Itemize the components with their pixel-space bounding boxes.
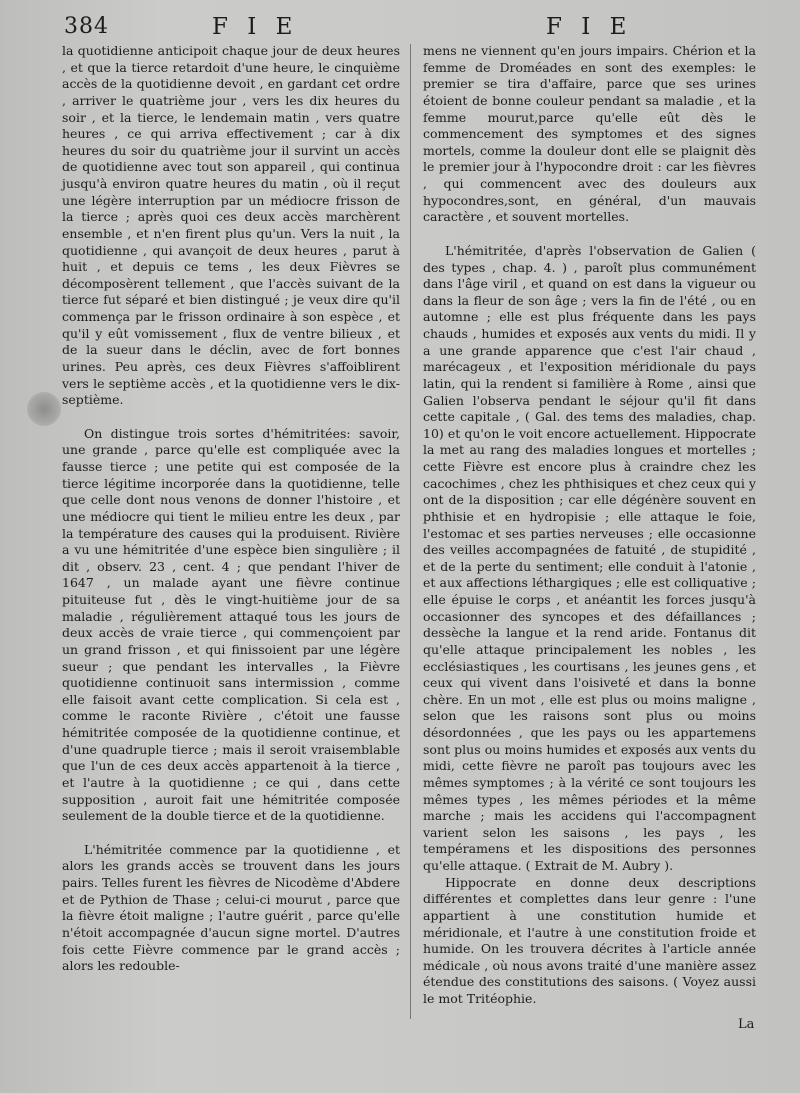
running-head-right: F I E (546, 14, 633, 40)
paragraph: On distingue trois sortes d'hémitritées: savoir, une grande , parce qu'elle est compliquée avec la fausse tierce ; une petite qui est composée de la tierce légitime incorporée dans la quotidienne, telle que celle dont nous venons de donner l'histoire , et une médiocre qui tient le milieu entre les deux , par la température des causes qui la produisent. Rivière a vu une hémitritée d'une espèce bien singulière ; il dit , observ. 23 , cent. 4 ; que pendant l'hiver de 1647 , un malade ayant une fièvre continue pituiteuse fut , dès le vingt-huitième jour de sa maladie , régulièrement attaqué tous les jours de deux accès de vraie tierce , qui commençoient par un grand frisson , et qui finissoient par une légère sueur ; que pendant les intervalles , la Fièvre quotidienne continuoit sans intermission , comme elle faisoit avant cette complication. Si cela est , comme le raconte Rivière , c'étoit une fausse hémitritée composée de la quotidienne continue, et d'une quadruple tierce ; mais il seroit vraisemblable que l'un de ces deux accès appartenoit à la tierce , et l'autre à la quotidienne ; ce qui , dans cette supposition , auroit fait une hémitritée composée seulement de la double tierce et de la quotidienne. (62, 425, 400, 824)
paragraph: L'hémitritée commence par la quotidienne , et alors les grands accès se trouvent dans les jours pairs. Telles furent les fièvres de Nicodème d'Abdere et de Pythion de Thase ; celui-ci mourut , parce que la fièvre étoit maligne ; l'autre guérit , parce qu'elle n'étoit accompagnée d'aucun signe mortel. D'autres fois cette Fièvre commence par le grand accès ; alors les redouble- (62, 841, 400, 974)
page-header (0, 12, 800, 46)
left-column (62, 43, 400, 975)
paragraph: Hippocrate en donne deux descriptions différentes et complettes dans leur genre : l'une appartient à une constitution humide et méridionale, et l'autre à une constitution froide et humide. On les trouvera décrites à l'article année médicale , où nous avons traité d'une manière assez étendue des constitutions des saisons. ( Voyez aussi le mot Tritéophie. (423, 874, 756, 1006)
running-head-left: F I E (212, 14, 299, 40)
column-divider (410, 44, 411, 1019)
ink-stain (27, 392, 61, 426)
paragraph: L'hémitritée, d'après l'observation de Galien ( des types , chap. 4. ) , paroît plus communément dans l'âge viril , et quand on est dans la vigueur ou dans la fleur de son âge ; vers la fin de l'été , ou en automne ; elle est plus fréquente dans les pays chauds , humides et exposés aux vents du midi. Il y a une grande apparence que c'est l'air chaud , marécageux , et l'exposition méridionale du pays latin, qui la rendent si familière à Rome , ainsi que Galien l'observa pendant le séjour qu'il fit dans cette capitale , ( Gal. des tems des maladies, chap. 10) et qu'on le voit encore actuellement. Hippocrate la met au rang des maladies longues et mortelles ; cette Fièvre est encore plus à craindre chez les cacochimes , chez les phthisiques et chez ceux qui y ont de la disposition ; car elle dégénère souvent en phthisie et en hydropisie ; elle attaque le foie, l'estomac et ses parties nerveuses ; elle occasionne des veilles accompagnées de fatuité , de stupidité , et de la perte du sentiment; elle conduit à l'atonie , et aux affections léthargiques ; elle est colliquative ; elle épuise le corps , et anéantit les forces jusqu'à occasionner des syncopes et des défaillances ; dessèche la langue et la rend aride. Fontanus dit qu'elle attaque principalement les nobles , les ecclésiastiques , les courtisans , les jeunes gens , et ceux qui vivent dans l'oisiveté et dans la bonne chère. En un mot , elle est plus ou moins maligne , selon que les raisons sont plus ou moins désordonnées , que les pays ou les appartemens sont plus ou moins humides et exposés aux vents du midi, cette fièvre ne paroît pas toujours avec les mêmes symptomes ; à la vérité ce sont toujours les mêmes types , les mêmes périodes et la même marche ; mais les accidens qui l'accompagnent varient selon les saisons , les pays , les tempéramens et les dispositions des personnes qu'elle attaque. ( Extrait de M. Aubry ). (423, 242, 756, 873)
paragraph: la quotidienne anticipoit chaque jour de deux heures , et que la tierce retardoit d'une heure, le cinquième accès de la quotidienne devoit , en gardant cet ordre , arriver le quatrième jour , vers les dix heures du soir , et la tierce, le lendemain matin , vers quatre heures , ce qui arriva effectivement ; car à dix heures du soir du quatrième jour il survint un accès de quotidienne avec tout son appareil , qui continua jusqu'à environ quatre heures du matin , où il reçut une légère interruption par un médiocre frisson de la tierce ; après quoi ces deux accès marchèrent ensemble , et n'en firent plus qu'un. Vers la nuit , la quotidienne , qui avançoit de deux heures , parut à huit , et depuis ce tems , les deux Fièvres se décomposèrent tellement , que l'accès suivant de la tierce fut séparé et bien distingué ; je veux dire qu'il commença par le frisson ordinaire à son espèce , et qu'il y eût vomissement , flux de ventre bilieux , et de la sueur dans le déclin, avec de fort bonnes urines. Peu après, ces deux Fièvres s'affoiblirent vers le septième accès , et la quotidienne vers le dix-septième. (62, 43, 400, 408)
catchword: La (738, 1017, 755, 1032)
paragraph: mens ne viennent qu'en jours impairs. Chérion et la femme de Droméades en sont des exemples: le premier se tira d'affaire, parce que ses urines étoient de bonne couleur pendant sa maladie , et la femme mourut,parce qu'elle eût dès le commencement des symptomes et des signes mortels, comme la douleur dont elle se plaignit dès le premier jour à l'hypocondre droit : car les fièvres , qui commencent avec des douleurs aux hypocondres,sont, en général, d'un mauvais caractère , et souvent mortelles. (423, 43, 756, 225)
page-number: 384 (64, 14, 109, 39)
right-column (423, 43, 756, 1008)
